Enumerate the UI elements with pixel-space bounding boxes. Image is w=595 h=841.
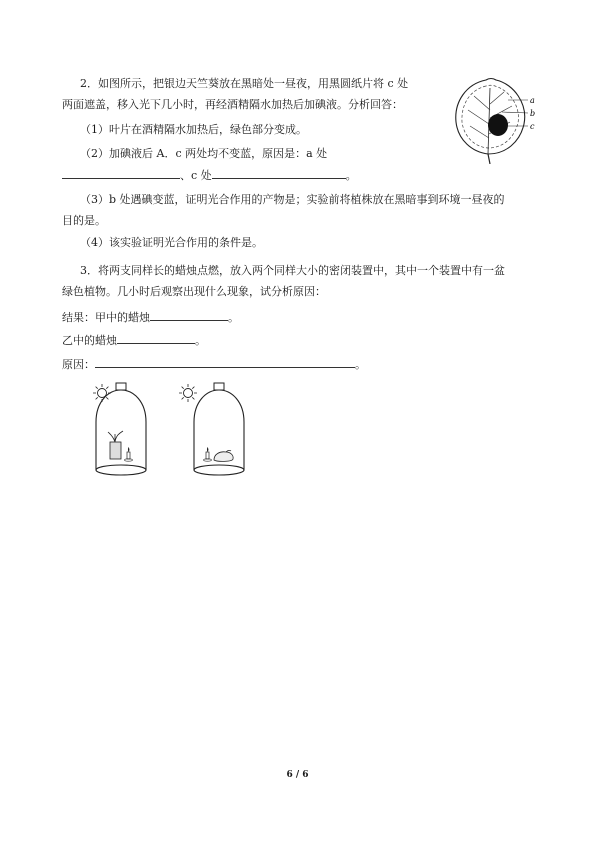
- candle-jia: [125, 447, 133, 461]
- q3-result-end: 。: [228, 311, 239, 324]
- q2-sub-2-blanks: [62, 167, 357, 183]
- q3-result-jia: [62, 309, 239, 325]
- q2-line-1: 2．如图所示，把银边天竺葵放在黑暗处一昼夜，用黑圆纸片将 c 处: [80, 77, 409, 90]
- q3-yi-end: 。: [195, 334, 206, 347]
- q3-yi-label: 乙中的蜡烛: [62, 334, 117, 347]
- bell-jar-experiment-figure: [80, 380, 260, 480]
- bell-jar-yi: [194, 383, 244, 475]
- small-animal: [214, 450, 233, 461]
- q2-sub-2-mid: 、c 处: [180, 169, 212, 182]
- leaf-label-b: b: [530, 109, 536, 118]
- answer-blank-a[interactable]: [62, 167, 180, 179]
- answer-blank-c[interactable]: [212, 167, 346, 179]
- black-paper-cover: [488, 114, 508, 136]
- candle-yi: [204, 447, 212, 461]
- page-number: 6 / 6: [286, 770, 309, 780]
- answer-blank-reason[interactable]: [95, 356, 355, 368]
- leaf-stem: [488, 154, 490, 164]
- q2-sub-2: （2）加碘液后 A．c 两处均不变蓝，原因是：a 处: [80, 147, 328, 160]
- answer-blank-jia[interactable]: [150, 309, 228, 321]
- q3-line-2: 绿色植物。几小时后观察出现什么现象，试分析原因：: [62, 285, 326, 298]
- answer-blank-yi[interactable]: [117, 332, 195, 344]
- q3-result-yi: [62, 332, 206, 348]
- q2-sub-3-line-1: （3）b 处遇碘变蓝，证明光合作用的产物是；实验前将植株放在黑暗事到环境一昼夜的: [80, 193, 505, 206]
- leaf-label-c: c: [530, 122, 535, 131]
- sun-icon: [179, 384, 197, 402]
- leaf-diagram-figure: [448, 74, 548, 164]
- q3-result-label: 结果：甲中的蜡烛: [62, 311, 150, 324]
- q3-line-1: 3．将两支同样长的蜡烛点燃，放入两个同样大小的密闭装置中，其中一个装置中有一盆: [80, 264, 505, 277]
- q3-reason: [62, 356, 366, 372]
- potted-plant: [108, 431, 123, 459]
- sun-icon: [93, 384, 111, 402]
- q2-sub-2-end: 。: [345, 169, 357, 182]
- q3-reason-end: 。: [355, 358, 366, 371]
- q2-sub-4: （4）该实验证明光合作用的条件是。: [80, 236, 263, 249]
- q2-sub-1: （1）叶片在酒精隔水加热后，绿色部分变成。: [80, 123, 307, 136]
- leaf-label-a: a: [530, 96, 535, 105]
- q2-sub-3-line-2: 目的是。: [62, 214, 106, 227]
- q3-reason-label: 原因：: [62, 358, 95, 371]
- q2-line-2: 两面遮盖，移入光下几小时，再经酒精隔水加热后加碘液。分析回答：: [62, 98, 403, 111]
